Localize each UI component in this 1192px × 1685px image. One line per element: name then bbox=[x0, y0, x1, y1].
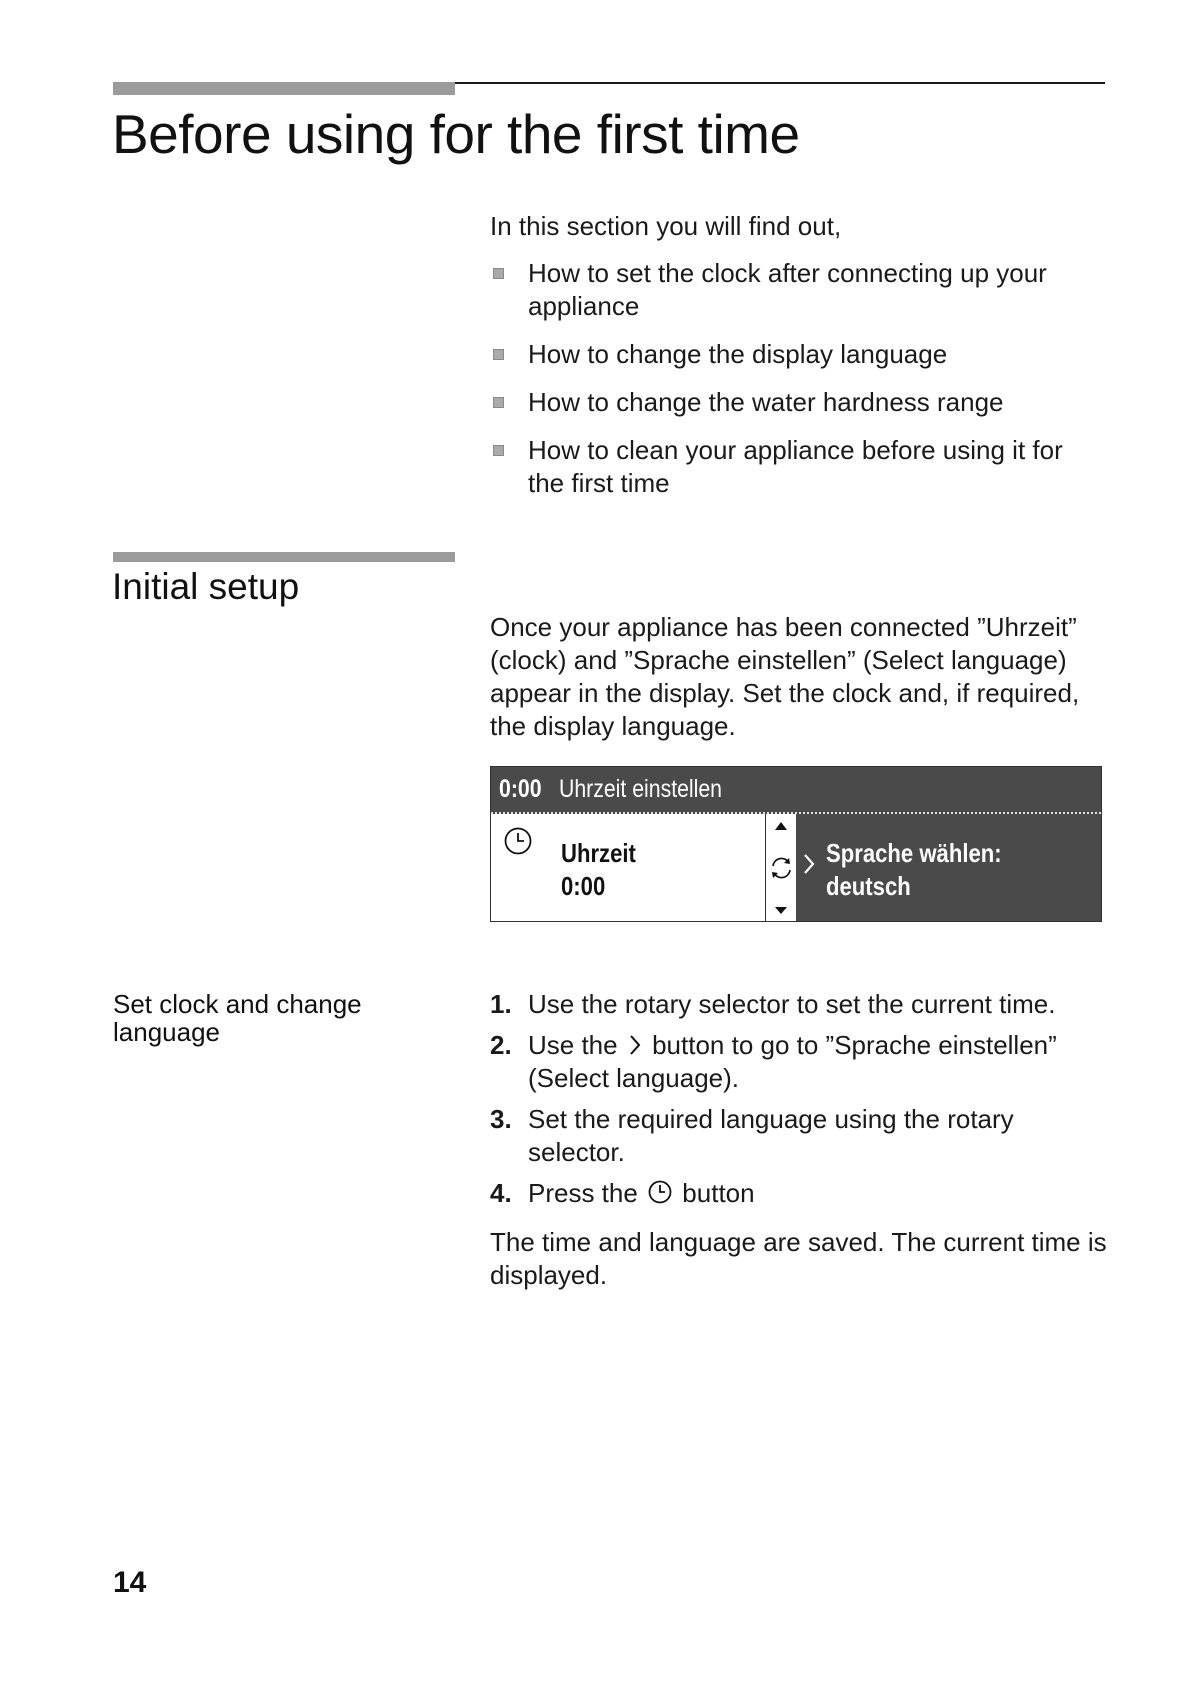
display-scrollbar bbox=[765, 814, 797, 921]
square-bullet-icon bbox=[493, 445, 504, 456]
step-text: Set the required language using the rotary selector. bbox=[528, 1104, 1014, 1167]
step-text-before: Use the bbox=[528, 1030, 618, 1060]
header-rule-thin bbox=[455, 82, 1105, 84]
list-item-text: How to change the display language bbox=[528, 339, 948, 369]
step-item bbox=[490, 1177, 1110, 1210]
list-item-text: How to change the water hardness range bbox=[528, 387, 1004, 417]
chevron-right-icon bbox=[627, 1033, 643, 1057]
page-title: Before using for the first time bbox=[112, 103, 800, 165]
display-clock-value: 0:00 bbox=[561, 871, 606, 901]
list-item-text: How to set the clock after connecting up your appliance bbox=[528, 258, 1047, 321]
clock-icon bbox=[503, 826, 533, 856]
step-text-after: button bbox=[682, 1178, 755, 1208]
setup-paragraph: Once your appliance has been connected ”Uhrzeit” (clock) and ”Sprache einstellen” (Select language) appear in the display. Set the clock and, if required, the display language. bbox=[490, 612, 1080, 741]
chevron-right-icon bbox=[802, 852, 816, 876]
step-number: 4. bbox=[490, 1178, 512, 1208]
list-item bbox=[490, 434, 1090, 500]
display-header-title: Uhrzeit einstellen bbox=[559, 775, 723, 803]
clock-icon bbox=[647, 1179, 673, 1205]
step-text: Use the rotary selector to set the current time. bbox=[528, 989, 1056, 1019]
square-bullet-icon bbox=[493, 397, 504, 408]
section-rule bbox=[113, 552, 455, 562]
section-heading: Initial setup bbox=[112, 566, 300, 607]
step-text-before: Press the bbox=[528, 1178, 638, 1208]
step-item bbox=[490, 1103, 1110, 1169]
display-language-label: Sprache wählen: bbox=[826, 838, 1002, 868]
square-bullet-icon bbox=[493, 349, 504, 360]
scroll-up-icon bbox=[775, 822, 787, 830]
display-header bbox=[491, 767, 1101, 814]
scroll-controls bbox=[766, 814, 797, 920]
steps-list bbox=[490, 988, 1110, 1218]
page-number: 14 bbox=[113, 1566, 147, 1599]
intro-list bbox=[490, 257, 1090, 515]
step-number: 3. bbox=[490, 1104, 512, 1134]
list-item bbox=[490, 257, 1090, 323]
sub-heading: Set clock and change language bbox=[113, 989, 362, 1047]
intro-text: In this section you will find out, bbox=[490, 211, 842, 241]
display-header-time: 0:00 bbox=[499, 775, 542, 803]
step-number: 1. bbox=[490, 989, 512, 1019]
display-clock-field bbox=[491, 814, 765, 921]
display-language-field bbox=[796, 814, 1101, 921]
display-panel bbox=[490, 766, 1102, 922]
result-text: The time and language are saved. The current time is displayed. bbox=[490, 1227, 1107, 1290]
display-clock-label: Uhrzeit bbox=[561, 838, 636, 868]
scroll-down-icon bbox=[775, 907, 787, 914]
list-item bbox=[490, 338, 1090, 371]
step-item bbox=[490, 988, 1110, 1021]
step-text-after: button to go to ”Sprache einstellen” (Select language). bbox=[528, 1030, 1057, 1093]
header-rule-thick bbox=[113, 82, 455, 95]
step-item bbox=[490, 1029, 1110, 1095]
square-bullet-icon bbox=[493, 268, 504, 279]
list-item bbox=[490, 386, 1090, 419]
list-item-text: How to clean your appliance before using it for the first time bbox=[528, 435, 1063, 498]
step-number: 2. bbox=[490, 1030, 512, 1060]
display-language-value: deutsch bbox=[826, 871, 911, 901]
